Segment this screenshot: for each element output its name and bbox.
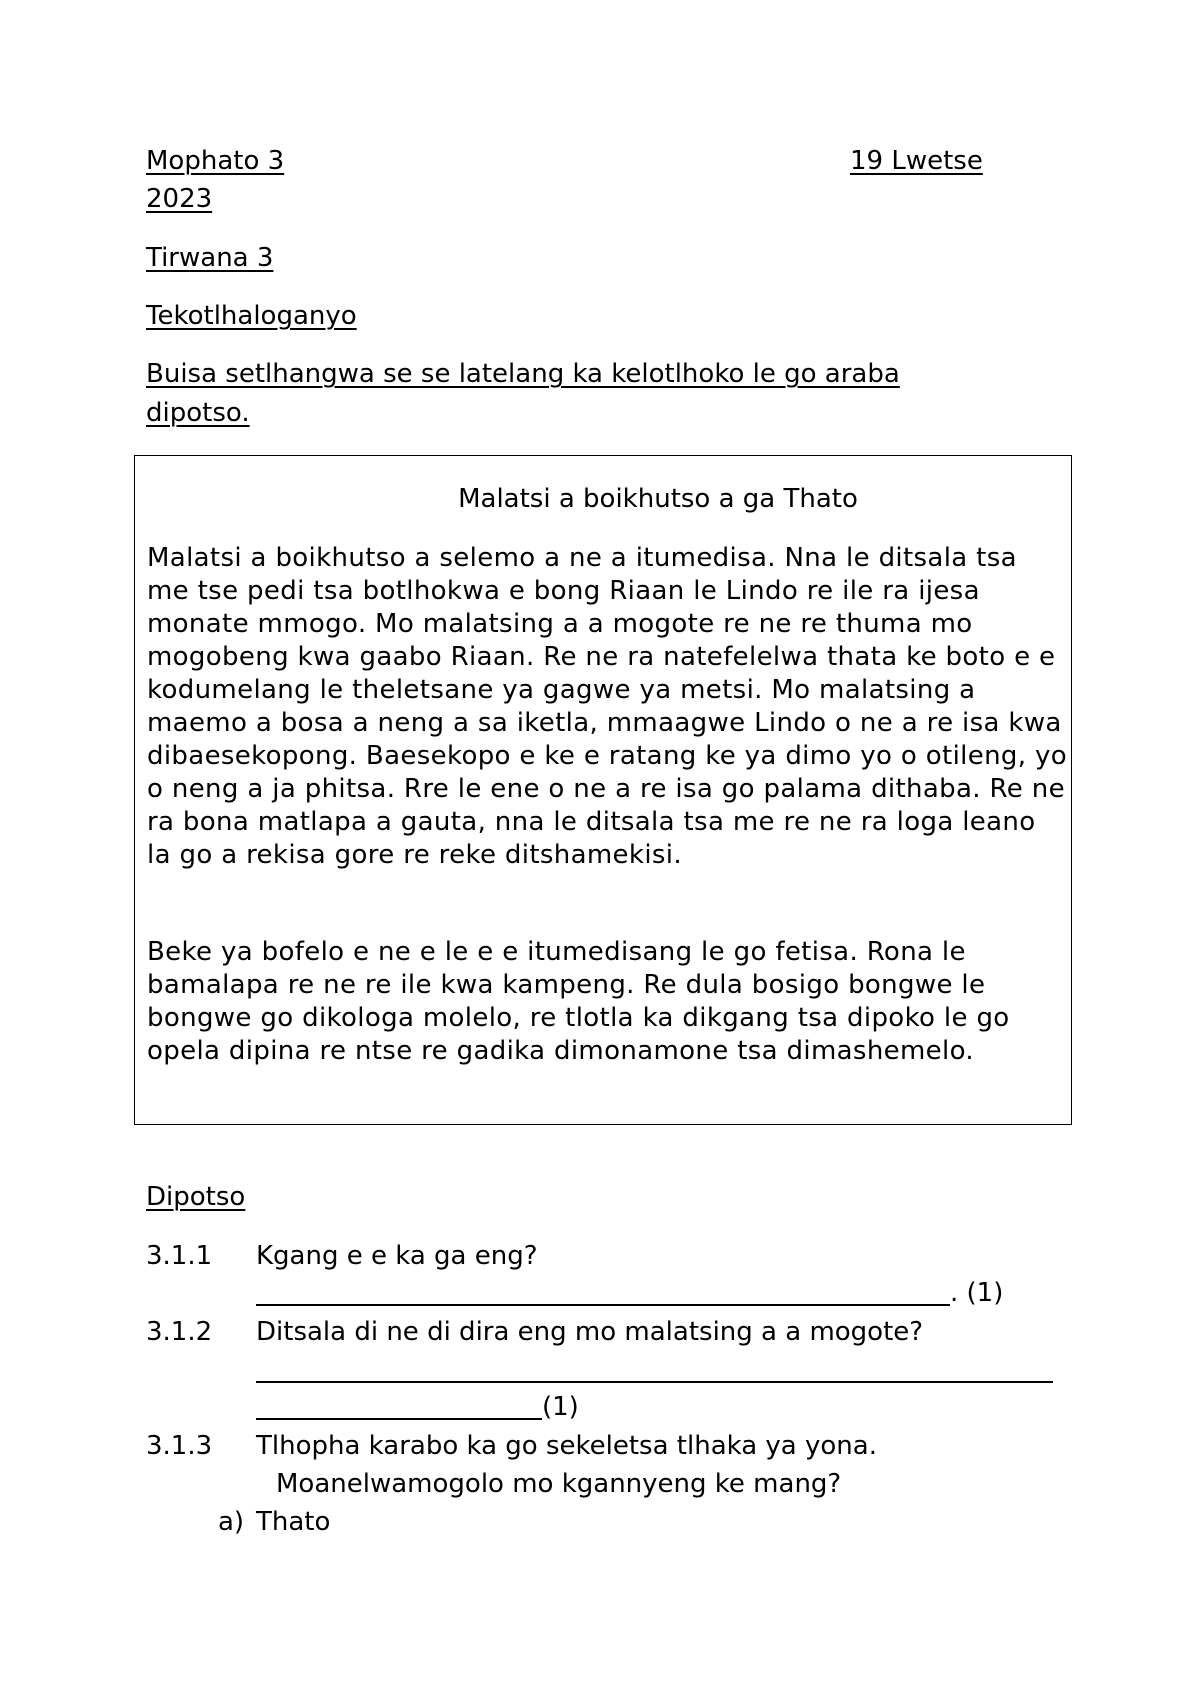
date-label: 19 Lwetse <box>850 146 983 176</box>
question-mark-2: (1) <box>542 1392 579 1422</box>
instruction-line-1: Buisa setlhangwa se se latelang ka kelotlhoko le go araba <box>146 359 900 389</box>
question-text-3: Tlhopha karabo ka go sekeletsa tlhaka ya yona. <box>256 1431 877 1461</box>
question-subtext-3: Moanelwamogolo mo kgannyeng ke mang? <box>276 1469 842 1499</box>
answer-line-2b[interactable] <box>256 1418 542 1420</box>
grade-label: Mophato 3 <box>146 146 285 176</box>
answer-line-1[interactable] <box>256 1304 950 1306</box>
passage-paragraph-1: Malatsi a boikhutso a selemo a ne a itumedisa. Nna le ditsala tsa me tse pedi tsa botlhokwa e bong Riaan le Lindo re ile ra ijesa monate mmogo. Mo malatsing a a mogote re ne re thuma mo mogobeng kwa gaabo Riaan. Re ne ra natefelelwa thata ke boto e e kodumelang le theletsane ya gagwe ya metsi. Mo malatsing a maemo a bosa a neng a sa iketla, mmaagwe Lindo o ne a re isa kwa dibaesekopong. Baesekopo e ke e ratang ke ya dimo yo o otileng, yo o neng a ja phitsa. Rre le ene o ne a re isa go palama dithaba. Re ne ra bona matlapa a gauta, nna le ditsala tsa me re ne ra loga leano la go a rekisa gore re reke ditshamekisi. <box>147 543 1067 870</box>
question-text-1: Kgang e e ka ga eng? <box>256 1241 538 1271</box>
question-number-2: 3.1.2 <box>146 1317 213 1347</box>
question-number-3: 3.1.3 <box>146 1431 213 1461</box>
answer-line-2a[interactable] <box>256 1381 1053 1383</box>
passage-box <box>134 455 1072 1125</box>
instruction-line-2: dipotso. <box>146 398 250 428</box>
questions-heading: Dipotso <box>146 1182 246 1212</box>
term-label: Tirwana 3 <box>146 243 274 273</box>
passage-title: Malatsi a boikhutso a ga Thato <box>458 484 858 514</box>
option-a-letter: a) <box>218 1507 245 1537</box>
year-label: 2023 <box>146 184 213 214</box>
question-text-2: Ditsala di ne di dira eng mo malatsing a a mogote? <box>256 1317 924 1347</box>
section-title: Tekotlhaloganyo <box>146 301 357 331</box>
question-number-1: 3.1.1 <box>146 1241 213 1271</box>
passage-paragraph-2: Beke ya bofelo e ne e le e e itumedisang le go fetisa. Rona le bamalapa re ne re ile kwa kampeng. Re dula bosigo bongwe le bongwe go dikologa molelo, re tlotla ka dikgang tsa dipoko le go opela dipina re ntse re gadika dimonamone tsa dimashemelo. <box>147 937 1010 1066</box>
question-mark-1: . (1) <box>950 1278 1004 1308</box>
option-a-text[interactable]: Thato <box>256 1507 331 1537</box>
